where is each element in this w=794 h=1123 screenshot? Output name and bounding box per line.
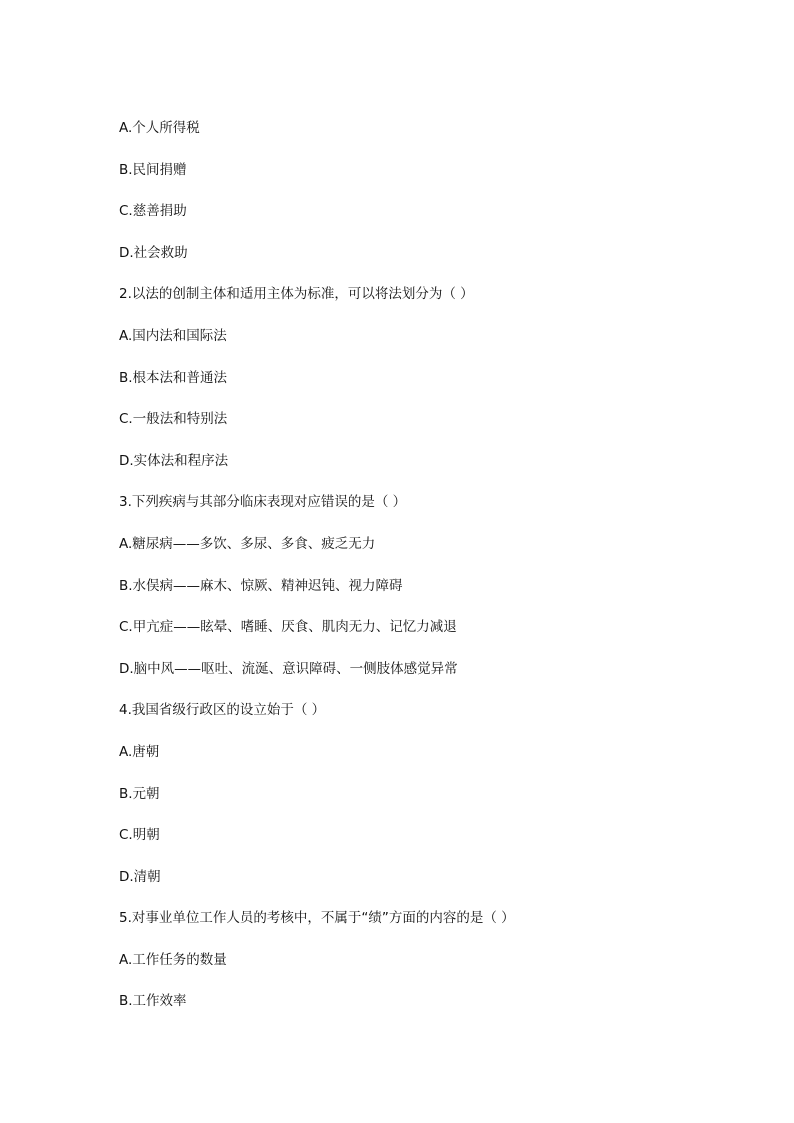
option-line: C.明朝 <box>119 827 160 844</box>
question-line: 4.我国省级行政区的设立始于（ ） <box>119 702 326 719</box>
option-line: B.民间捐赠 <box>119 161 187 178</box>
question-line: 2.以法的创制主体和适用主体为标准，可以将法划分为（ ） <box>119 286 474 303</box>
option-line: D.清朝 <box>119 868 161 885</box>
option-line: D.脑中风——呕吐、流涎、意识障碍、一侧肢体感觉异常 <box>119 660 458 677</box>
question-list <box>119 118 515 1033</box>
option-line: D.实体法和程序法 <box>119 452 229 469</box>
option-line: A.工作任务的数量 <box>119 951 227 968</box>
option-line: C.一般法和特别法 <box>119 411 228 428</box>
option-line: B.根本法和普通法 <box>119 369 228 386</box>
option-line: A.个人所得税 <box>119 120 200 136</box>
option-line: C.慈善捐助 <box>119 203 187 220</box>
question-line: 5.对事业单位工作人员的考核中，不属于“绩”方面的内容的是（ ） <box>119 910 515 927</box>
option-line: B.水俣病——麻木、惊厥、精神迟钝、视力障碍 <box>119 577 403 594</box>
option-line: C.甲亢症——眩晕、嗜睡、厌食、肌肉无力、记忆力减退 <box>119 619 457 636</box>
option-line: B.工作效率 <box>119 993 187 1010</box>
option-line: A.唐朝 <box>119 743 160 760</box>
option-line: A.国内法和国际法 <box>119 327 227 344</box>
question-line: 3.下列疾病与其部分临床表现对应错误的是（ ） <box>119 494 407 511</box>
option-line: D.社会救助 <box>119 244 188 261</box>
option-line: A.糖尿病——多饮、多尿、多食、疲乏无力 <box>119 535 376 552</box>
option-line: B.元朝 <box>119 785 160 802</box>
